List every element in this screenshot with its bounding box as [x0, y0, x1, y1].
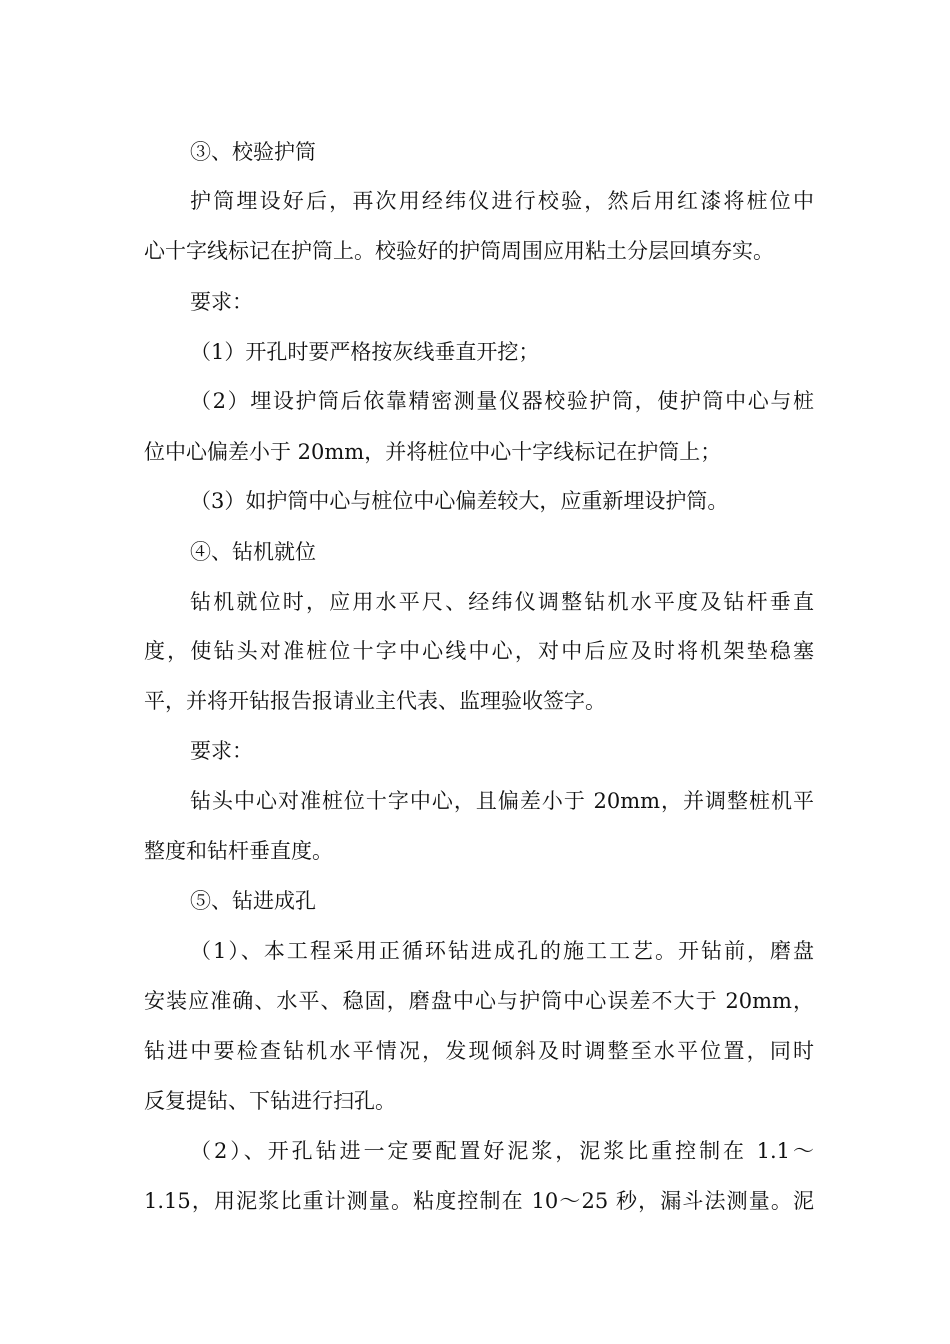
paragraph-line: （1）、本工程采用正循环钻进成孔的施工工艺。开钻前，磨盘 — [190, 939, 814, 963]
requirements-label: 要求： — [190, 739, 253, 763]
paragraph-line: 平，并将开钻报告报请业主代表、监理验收签字。 — [144, 689, 606, 713]
section-heading-5: ⑤、钻进成孔 — [190, 889, 316, 913]
paragraph-line: （2）、开孔钻进一定要配置好泥浆，泥浆比重控制在 1.1～ — [190, 1139, 814, 1163]
list-item: （3）如护筒中心与桩位中心偏差较大，应重新埋设护筒。 — [190, 489, 729, 513]
requirements-label: 要求： — [190, 290, 253, 314]
paragraph-line: 钻机就位时，应用水平尺、经纬仪调整钻机水平度及钻杆垂直 — [190, 590, 814, 614]
paragraph-line: 心十字线标记在护筒上。校验好的护筒周围应用粘土分层回填夯实。 — [144, 239, 774, 263]
paragraph-line: 护筒埋设好后，再次用经纬仪进行校验，然后用红漆将桩位中 — [190, 189, 814, 213]
list-item: （1）开孔时要严格按灰线垂直开挖； — [190, 340, 540, 364]
paragraph-line: 1.15，用泥浆比重计测量。粘度控制在 10～25 秒，漏斗法测量。泥 — [144, 1189, 814, 1213]
paragraph-line: 反复提钻、下钻进行扫孔。 — [144, 1089, 396, 1113]
section-heading-3: ③、校验护筒 — [190, 140, 316, 164]
paragraph-line: 位中心偏差小于 20mm，并将桩位中心十字线标记在护筒上； — [144, 440, 722, 464]
list-item: （2）埋设护筒后依靠精密测量仪器校验护筒，使护筒中心与桩 — [190, 389, 814, 413]
paragraph-line: 整度和钻杆垂直度。 — [144, 839, 333, 863]
paragraph-line: 度，使钻头对准桩位十字中心线中心，对中后应及时将机架垫稳塞 — [144, 639, 814, 663]
paragraph-line: 安装应准确、水平、稳固，磨盘中心与护筒中心误差不大于 20mm， — [144, 989, 814, 1013]
paragraph-line: 钻头中心对准桩位十字中心，且偏差小于 20mm，并调整桩机平 — [190, 789, 814, 813]
section-heading-4: ④、钻机就位 — [190, 540, 316, 564]
paragraph-line: 钻进中要检查钻机水平情况，发现倾斜及时调整至水平位置，同时 — [144, 1039, 814, 1063]
